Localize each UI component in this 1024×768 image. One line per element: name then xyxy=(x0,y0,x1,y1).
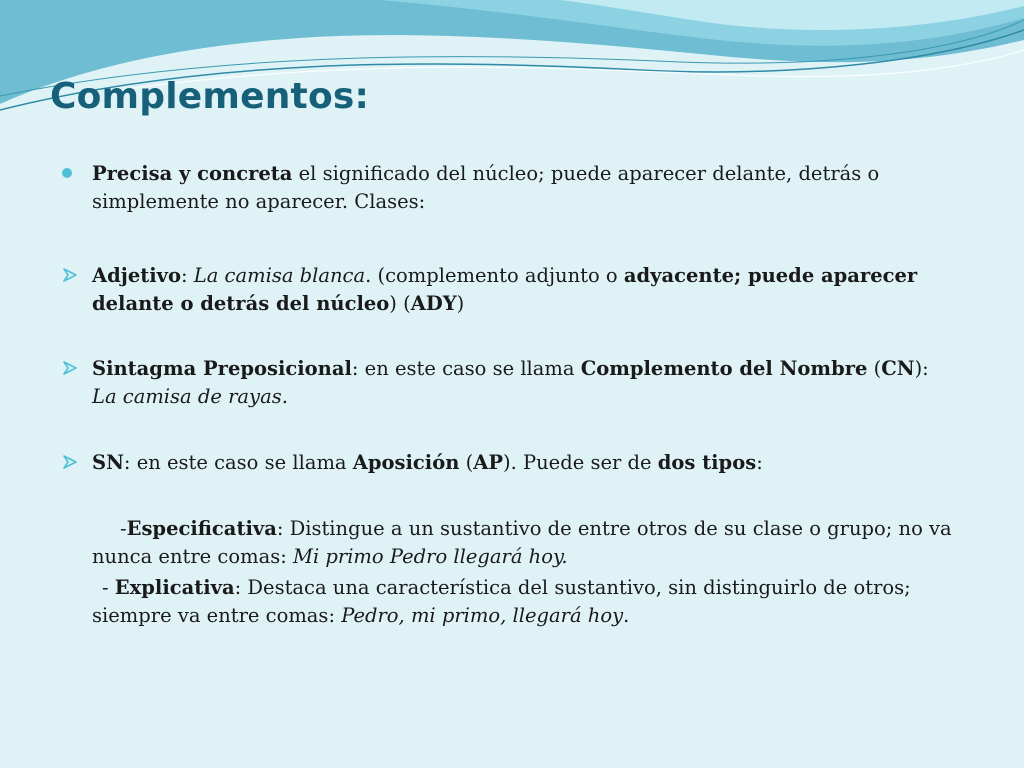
sn-bold1: Aposición xyxy=(352,451,460,474)
arrow-bullet-icon xyxy=(62,360,78,376)
main-bullet-bold: Precisa y concreta xyxy=(92,162,293,185)
especificativa-label: Especificativa xyxy=(126,517,277,540)
adjetivo-text1: . (complemento adjunto o xyxy=(365,264,624,287)
adjetivo-sep: : xyxy=(180,264,194,287)
sn-text4: : xyxy=(756,451,763,474)
page-title: Complementos: xyxy=(50,76,370,117)
sp-text2: ( xyxy=(867,357,882,380)
adjetivo-example: La camisa blanca xyxy=(193,264,366,287)
especificativa-item xyxy=(92,515,952,571)
adjetivo-abbr: ADY xyxy=(410,292,457,315)
explicativa-item xyxy=(92,574,952,630)
explicativa-text: : Destaca una característica del sustantivo, sin distinguirlo de otros; siempre va entre comas: xyxy=(92,576,911,627)
sn-abbr: AP xyxy=(473,451,503,474)
adjetivo-text2: ) ( xyxy=(389,292,411,315)
sn-text3: ). Puede ser de xyxy=(503,451,658,474)
especificativa-text: : Distingue a un sustantivo de entre otros de su clase o grupo; no va nunca entre comas: xyxy=(92,517,952,568)
explicativa-dash: - xyxy=(102,576,115,599)
sp-label: Sintagma Preposicional xyxy=(92,357,352,380)
sn-bold2: dos tipos xyxy=(657,451,757,474)
main-bullet-text xyxy=(92,160,952,216)
arrow-bullet-icon xyxy=(62,454,78,470)
sn-label: SN xyxy=(92,451,124,474)
sp-abbr: CN xyxy=(881,357,915,380)
bullet-dot-icon xyxy=(62,168,72,178)
sp-bold1: Complemento del Nombre xyxy=(580,357,868,380)
adjetivo-text3: ) xyxy=(456,292,465,315)
explicativa-end: . xyxy=(623,604,630,627)
sn-text2: ( xyxy=(459,451,474,474)
main-bullet-body: el significado del núcleo; puede aparecer delante, detrás o simplemente no aparecer. Clases: xyxy=(92,162,880,213)
especificativa-example: Mi primo Pedro llegará hoy. xyxy=(292,545,568,568)
explicativa-label: Explicativa xyxy=(114,576,235,599)
adjetivo-label: Adjetivo xyxy=(92,264,181,287)
sp-text1: : en este caso se llama xyxy=(351,357,581,380)
adjetivo-bold1: adyacente; puede aparecer delante o detrás del núcleo xyxy=(92,264,918,315)
especificativa-dash: - xyxy=(120,517,127,540)
sn-text1: : en este caso se llama xyxy=(123,451,353,474)
adjetivo-item xyxy=(92,262,952,318)
sp-item xyxy=(92,355,952,411)
sn-item xyxy=(92,449,952,477)
sp-example: La camisa de rayas. xyxy=(92,385,288,408)
sp-text3: ): xyxy=(914,357,929,380)
explicativa-example: Pedro, mi primo, llegará hoy xyxy=(341,604,624,627)
arrow-bullet-icon xyxy=(62,267,78,283)
